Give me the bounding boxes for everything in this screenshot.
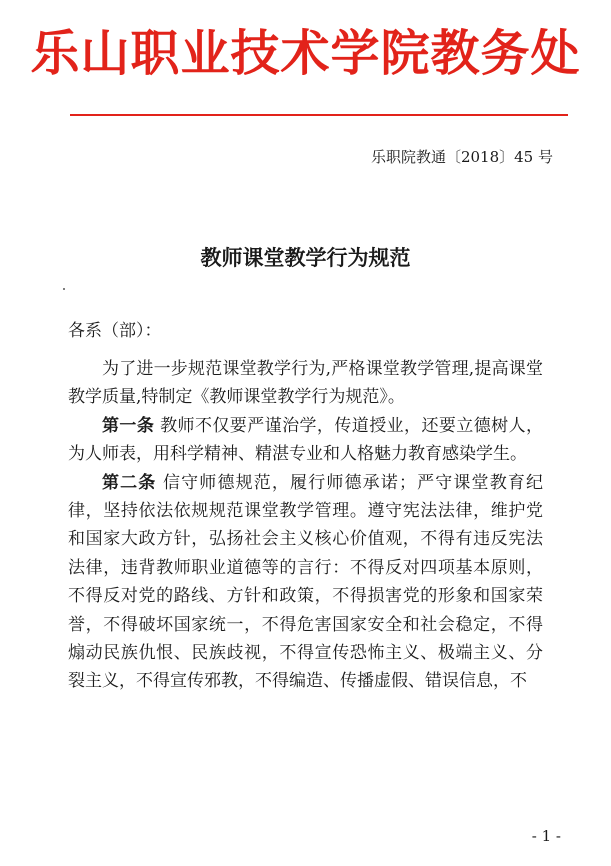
document-title: 教师课堂教学行为规范 [200,246,411,270]
letterhead-title: 乐山职业技术学院教务处 [30,25,581,82]
intro-paragraph: 为了进一步规范课堂教学行为,严格课堂教学管理,提高课堂教学质量,特制定《教师课堂教学行为规范》。 [68,359,543,408]
document-body [68,355,543,696]
document-number: 乐职院教通〔2018〕45 号 [370,148,553,166]
article-1-paragraph [68,412,543,469]
article-2-text: 信守师德规范，履行师德承诺；严守课堂教育纪律，坚持依法依规规范课堂教学管理。遵守宪法法律，维护党和国家大政方针，弘扬社会主义核心价值观，不得有违反宪法法律，违背教师职业道德等的言行：不得反对四项基本原则，不得反对党的路线、方针和政策，不得损害党的形象和国家荣誉，不得破坏国家统一，不得危害国家安全和社会稳定，不得煽动民族仇恨、民族歧视，不得宣传恐怖主义、极端主义、分裂主义，不得宣传邪教，不得编造、传播虚假、错误信息，不 [68,472,544,692]
scan-speck [63,288,65,290]
page-number: - 1 - [531,827,561,845]
article-1-label: 第一条 [102,415,155,436]
article-1-text: 教师不仅要严谨治学，传道授业，还要立德树人，为人师表，用科学精神、精湛专业和人格魅力教育感染学生。 [68,415,544,465]
article-2-label: 第二条 [102,472,157,493]
salutation: 各系（部）： [68,321,162,341]
letterhead-divider [70,114,568,116]
article-2-paragraph [68,469,543,696]
